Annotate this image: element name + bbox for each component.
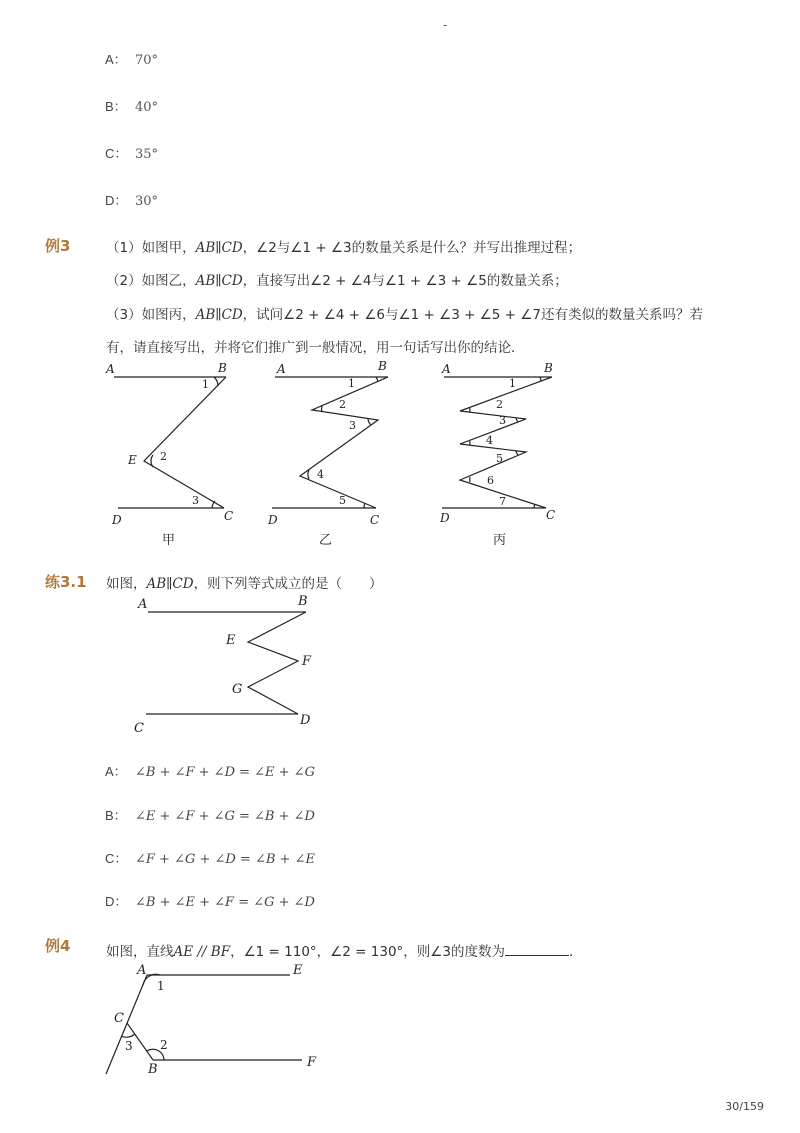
text: ． <box>568 944 583 960</box>
example-4-stem <box>106 940 582 960</box>
label-d: D <box>112 513 122 527</box>
option-a[interactable] <box>105 761 315 780</box>
angle-7: 7 <box>499 495 506 508</box>
arc-2-jia <box>151 455 153 467</box>
option-c[interactable] <box>105 143 158 162</box>
math: AB∥CD <box>146 576 194 592</box>
zigzag-bing <box>460 377 552 508</box>
arc-5-bing <box>516 451 518 455</box>
angle-5: 5 <box>496 452 503 465</box>
label-b: B <box>218 361 227 375</box>
angle-5: 5 <box>339 494 346 507</box>
text: （3）如图丙， <box>106 307 196 323</box>
text: （2）如图乙， <box>106 273 196 289</box>
label-c: C <box>114 1011 124 1026</box>
caption-jia: 甲 <box>162 533 176 548</box>
angle-1: 1 <box>509 377 516 390</box>
angle-2: 2 <box>160 450 167 463</box>
page-number: 30/159 <box>725 1100 764 1113</box>
text: 如图，直线 <box>106 944 174 960</box>
option-b[interactable] <box>105 96 158 115</box>
caption-yi: 乙 <box>319 533 333 548</box>
arc-3-jia <box>212 501 215 508</box>
label-e: E <box>293 963 303 978</box>
text: ，试问∠2 + ∠4 + ∠6与∠1 + ∠3 + ∠5 + ∠7还有类似的数量关系吗？若 <box>242 307 703 323</box>
option-b[interactable] <box>105 805 315 824</box>
option-c[interactable] <box>105 848 315 867</box>
arc-3-yi <box>368 419 371 425</box>
text: ，直接写出∠2 + ∠4与∠1 + ∠3 + ∠5的数量关系； <box>242 273 568 289</box>
option-value: 70° <box>135 53 159 68</box>
example-3-tag: 例3 <box>45 237 71 255</box>
option-value: 35° <box>135 147 159 162</box>
option-label: D： <box>105 193 128 208</box>
option-value: ∠B + ∠E + ∠F = ∠G + ∠D <box>135 895 315 910</box>
option-value: 30° <box>135 194 159 209</box>
example-4-tag: 例4 <box>45 937 71 955</box>
header-mark: - <box>443 18 448 32</box>
angle-1: 1 <box>157 979 165 993</box>
option-label: C： <box>105 851 128 866</box>
label-d: D <box>268 513 278 527</box>
label-c: C <box>224 509 234 523</box>
text: （1）如图甲， <box>106 240 196 256</box>
angle-3: 3 <box>499 414 506 427</box>
label-c: C <box>546 508 556 522</box>
label-a: A <box>138 597 148 612</box>
label-a: A <box>106 362 115 376</box>
angle-6: 6 <box>487 474 494 487</box>
option-label: C： <box>105 146 128 161</box>
option-label: A： <box>105 52 127 67</box>
zigzag-yi <box>300 377 388 508</box>
label-f: F <box>302 654 312 669</box>
option-label: B： <box>105 99 127 114</box>
label-d: D <box>300 713 311 728</box>
practice-3-1-figure <box>128 592 328 742</box>
option-a[interactable] <box>105 49 158 68</box>
text: ，则下列等式成立的是（ ） <box>193 576 383 592</box>
arc-3-bing <box>516 418 518 422</box>
angle-2: 2 <box>339 398 346 411</box>
arc-3 <box>121 1034 135 1037</box>
angle-3: 3 <box>349 419 356 432</box>
arc-4-yi <box>308 470 309 479</box>
label-e: E <box>128 453 137 467</box>
text: 如图， <box>106 576 147 592</box>
arc-5-yi <box>364 503 365 508</box>
angle-3: 3 <box>192 494 199 507</box>
label-a: A <box>442 362 451 376</box>
angle-1: 1 <box>202 378 209 391</box>
example-4-figure <box>100 962 330 1080</box>
option-d[interactable] <box>105 891 315 910</box>
caption-bing: 丙 <box>493 533 507 548</box>
label-f: F <box>307 1055 317 1070</box>
line-ab-extended <box>106 975 147 1074</box>
angle-4: 4 <box>486 434 493 447</box>
option-value: ∠B + ∠F + ∠D = ∠E + ∠G <box>135 765 315 780</box>
option-value: ∠F + ∠G + ∠D = ∠B + ∠E <box>135 852 315 867</box>
practice-3-1-tag: 练3.1 <box>45 573 87 591</box>
practice-3-1-stem <box>106 572 383 592</box>
example-3-line-1 <box>106 236 581 256</box>
label-b: B <box>378 359 387 373</box>
angle-1: 1 <box>348 377 355 390</box>
math: AB∥CD <box>195 307 243 323</box>
label-c: C <box>370 513 380 527</box>
label-g: G <box>232 682 243 697</box>
option-d[interactable] <box>105 190 158 209</box>
option-label: D： <box>105 894 128 909</box>
answer-blank[interactable] <box>505 943 569 956</box>
angle-4: 4 <box>317 468 324 481</box>
example-3-line-2 <box>106 269 568 289</box>
text: ，∠2与∠1 + ∠3的数量关系是什么？并写出推理过程； <box>242 240 582 256</box>
example-3-figures <box>100 358 580 530</box>
example-3-line-4: 有，请直接写出，并将它们推广到一般情况，用一句话写出你的结论． <box>106 340 525 356</box>
angle-2: 2 <box>160 1038 168 1052</box>
option-label: B： <box>105 808 127 823</box>
option-value: ∠E + ∠F + ∠G = ∠B + ∠D <box>135 809 315 824</box>
label-e: E <box>226 633 236 648</box>
label-c: C <box>134 721 144 736</box>
math: AB∥CD <box>195 273 243 289</box>
math: AB∥CD <box>195 240 243 256</box>
option-value: 40° <box>135 100 159 115</box>
zigzag <box>248 612 306 714</box>
zigzag-jia <box>144 377 226 508</box>
label-b: B <box>298 594 308 609</box>
label-b: B <box>544 361 553 375</box>
arc-1-bing <box>540 377 541 381</box>
label-b: B <box>148 1062 158 1077</box>
label-a: A <box>137 963 147 978</box>
example-3-line-3 <box>106 303 703 323</box>
angle-3: 3 <box>125 1039 133 1053</box>
label-a: A <box>277 362 286 376</box>
math: AE // BF <box>173 944 231 960</box>
text: ，∠1 = 110°，∠2 = 130°，则∠3的度数为 <box>230 944 505 960</box>
option-label: A： <box>105 764 127 779</box>
angle-2: 2 <box>496 398 503 411</box>
label-d: D <box>440 511 450 525</box>
arc-1-jia <box>214 377 218 386</box>
